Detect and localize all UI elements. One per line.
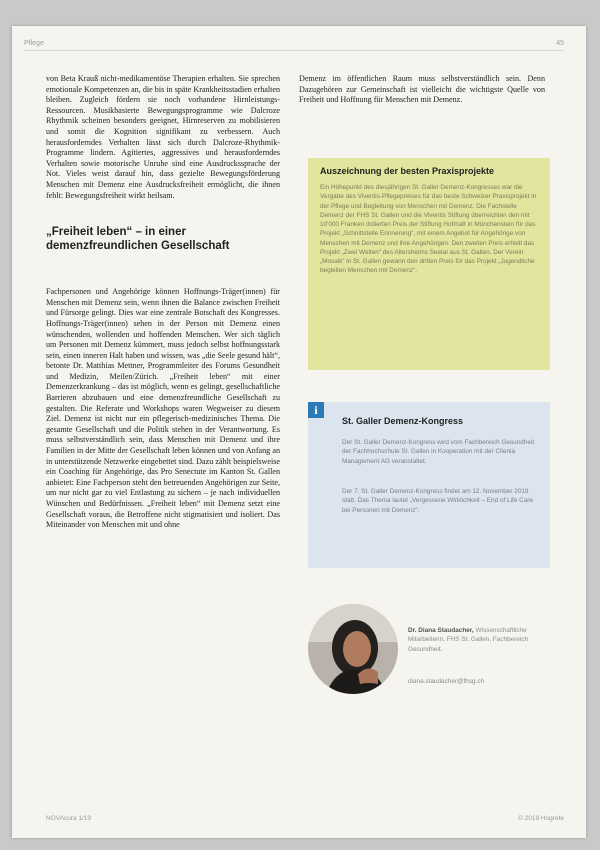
info-box-paragraph-1: Der St. Galler Demenz-Kongress wird vom Fachbereich Gesundheit der Fachhochschule St. Gallen in Kooperation mit der Clienia Management AG veranstaltet. [342, 439, 535, 465]
info-box-title: St. Galler Demenz-Kongress [342, 416, 464, 426]
award-box-title: Auszeichnung der besten Praxisprojekte [320, 166, 495, 176]
footer-journal: NOVAcura 1/19 [46, 815, 92, 822]
footer-copyright: © 2019 Hogrefe [518, 815, 564, 822]
author-photo [308, 604, 398, 694]
author-description: Wissenschaftliche Mitarbeiterin, FHS St. Gallen, Fachbereich Gesundheit. [408, 627, 529, 653]
author-name: Dr. Diana Staudacher, [408, 627, 474, 634]
header-rule [24, 50, 564, 51]
award-box [308, 158, 550, 370]
right-column [299, 74, 545, 106]
magazine-page [12, 26, 586, 838]
author-portrait-image [308, 604, 398, 694]
left-paragraph-1: von Beta Krauß nicht-medikamentöse Therapien erhalten. Sie sprechen emotionale Kompetenzen an, die bis in späte Krankheitsstadien erhalten bleiben. Zugleich fördern sie noch vorhandene Hirnleistungs-Ressourcen. Musikbasierte Bewegungsprogramme wie Dalcroze Rhythmik scheinen besonders geeignet, Hirnreserven zu mobilisieren und somit die Kognition signifikant zu verbessern. Auch herausforderndes Verhalten lässt sich durch Dalcroze-Rhythmik-Programme lindern. Agitiertes, aggressives und herausforderndes Verhalten sowie motorische Unruhe sind eine Ausdruckssprache der Not. Vieles weist darauf hin, dass gezielte Bewegungsförderung Menschen mit Demenz eine Ausdrucksfreiheit ermöglicht, die ihnen fehlt: Bewegungsfreiheit wirkt heilsam. [46, 74, 280, 200]
section-heading: „Freiheit leben“ – in einer demenzfreundlichen Gesellschaft [46, 226, 230, 253]
running-header-section: Pflege [24, 40, 44, 47]
left-column [46, 74, 280, 531]
author-bio [408, 626, 550, 654]
info-icon: i [308, 402, 324, 418]
page-number: 45 [556, 40, 564, 47]
info-box [308, 402, 550, 568]
award-box-body: Ein Höhepunkt des diesjährigen St. Galler Demenz-Kongresses war die Vergabe des Viventis-Pflegepreises für das beste Schweizer Praxisprojekt in der Pflege und Begleitung von Menschen mit Demenz. Die Fachstelle Demenz der FHS St. Gallen und die Viventis Stiftung überreichten den mit 10'000 Franken dotierten Preis der Stiftung Hofmatt in Münchenstein für das Projekt „Schnittstelle Erinnerung“, mit einem Angebot für Angehörige von Menschen mit Demenz und ihre Angehörigen. Den zweiten Preis erhielt das Projekt „Zwei Welten“ des Altersheims Seetal aus St. Gallen. Der Verein „Mosaik“ in St. Gallen gewann den dritten Preis für das Projekt „Jugendliche begleiten Menschen mit Demenz“. [320, 184, 537, 275]
author-email[interactable]: diana.staudacher@fhsg.ch [408, 678, 485, 685]
left-paragraph-2: Fachpersonen und Angehörige können Hoffnungs-Träger(innen) für Menschen mit Demenz sein, wenn ihnen die Balance zwischen Freiheit und Fürsorge gelingt. Dies war eine zentrale Botschaft des Kongresses. Hoffnungs-Träger(innen) sehen in der Person mit Demenz einen wünschenden, wollenden und hoffenden Menschen. Wer sich täglich um Personen mit Demenz kümmert, muss jedoch selbst hoffnungsstark sein, einen inneren Halt haben und wissen, was „die Seele gesund hält“, betonte Dr. Matthias Mettner, Programmleiter des Forums Gesundheit und Medizin, Meilen/Zürich. „Freiheit leben“ mit einer Demenzerkrankung – das ist möglich, wenn es gelingt, gesellschaftliche Barrieren abzubauen und eine demenzfreundliche Gesellschaft zu gestalten. Die Referate und Workshops waren Wegweiser zu diesem Ziel. Demenz ist nicht nur ein pflegerisch-medizinisches Thema. Die gesamte Gesellschaft und die Politik stehen in der Verantwortung. Es muss selbstverständlich sein, dass Menschen mit Demenz und ihre Familien in der Mitte der Gesellschaft leben können und von Anfang an in unterstützende Netzwerke eingebettet sind. Dazu zählt beispielsweise ein Coaching für Angehörige, das Pro Senectute im Kanton St. Gallen anbietet: Eine Fachperson steht den betreuenden Angehörigen zur Seite, um nur nicht gar zu viel Entlastung zu sichern – je nach individuellen Wünschen und Bedürfnissen. „Freiheit leben“ mit Demenz setzt eine Gesellschaft voraus, die Betroffene nicht stigmatisiert und isoliert. Das Miteinander von Menschen mit und ohne [46, 287, 280, 530]
right-paragraph-1: Demenz im öffentlichen Raum muss selbstverständlich sein. Denn Dazugehören zur Gemeinschaft ist vielleicht die wichtigste Quelle von Freiheit und Hoffnung für Menschen mit Demenz. [299, 74, 545, 105]
info-box-paragraph-2: Der 7. St. Galler Demenz-Kongress findet am 12. November 2019 statt. Das Thema lautet „Vergessene Wirklichkeit – End of Life Care bei Personen mit Demenz“. [342, 488, 533, 514]
